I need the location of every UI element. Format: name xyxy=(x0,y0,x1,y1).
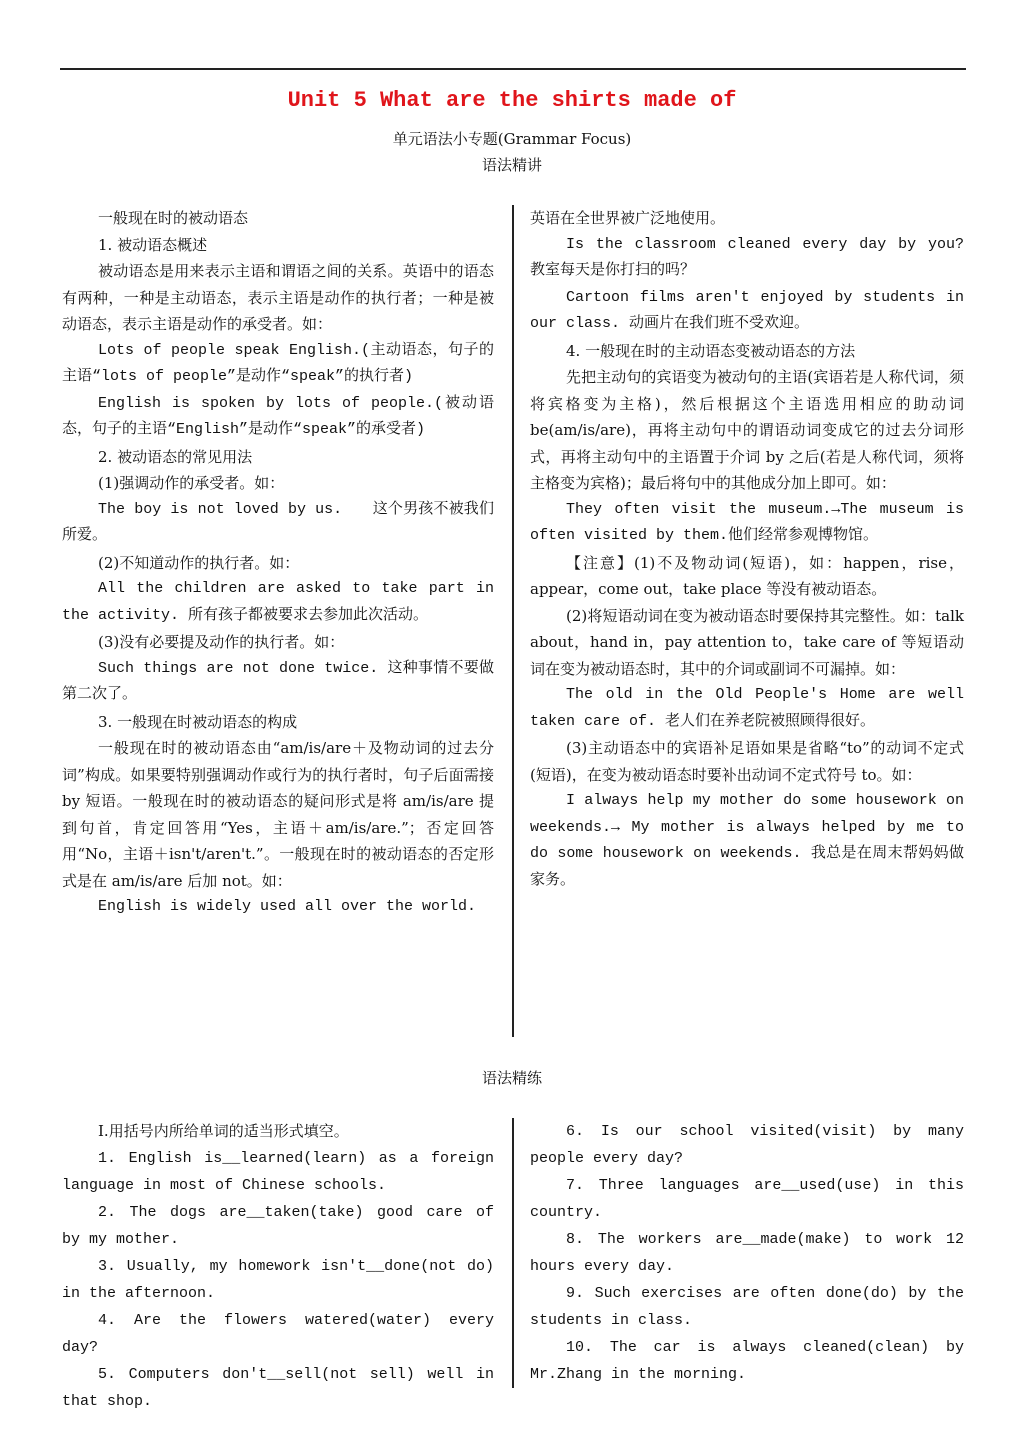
exercise-item: 5. Computers don't__sell(not sell) well in that shop. xyxy=(62,1366,494,1410)
page-title: Unit 5 What are the shirts made of xyxy=(287,88,737,113)
paragraph: (1)强调动作的承受者。如： xyxy=(98,474,285,492)
note-paragraph: 【注意】(1)不及物动词(短语)，如：happen，rise，appear，come out，take place 等没有被动语态。 xyxy=(530,553,964,598)
exercise-item: 4. Are the flowers watered(water) every day? xyxy=(62,1312,494,1356)
paragraph: 2. 被动语态的常见用法 xyxy=(98,447,253,466)
paragraph: 先把主动句的宾语变为被动句的主语(宾语若是人称代词，须将宾格变为主格)，然后根据这个主语选用相应的助动词 be(am/is/are)，再将主动句中的谓语动词变成它的过去分词形式，再将主动句中的主语置于介词 by 之后(若是人称代词，须将主格变为宾格)；最后将句中的其他成分加上即可。如： xyxy=(530,368,964,492)
exercise-column-divider xyxy=(512,1118,514,1388)
example-sentence: All the children are asked to take part in the activity. 所有孩子都被要求去参加此次活动。 xyxy=(62,580,494,624)
example-sentence: Lots of people speak English.(主动语态，句子的主语“lots of people”是动作“speak”的执行者) xyxy=(62,341,494,385)
paragraph: 一般现在时的被动语态 xyxy=(98,209,249,227)
paragraph: 被动语态是用来表示主语和谓语之间的关系。英语中的语态有两种，一种是主动语态，表示主语是动作的执行者；一种是被动语态，表示主语是动作的承受者。如： xyxy=(62,262,494,333)
exercise-item: 6. Is our school visited(visit) by many people every day? xyxy=(530,1123,964,1167)
example-sentence: I always help my mother do some housework on weekends.→ My mother is always helped by me to do some housework on weekends. 我总是在周末帮妈妈做家务。 xyxy=(530,792,964,889)
paragraph: (3)没有必要提及动作的执行者。如： xyxy=(98,633,345,651)
example-sentence: They often visit the museum.→The museum is often visited by them.他们经常参观博物馆。 xyxy=(530,500,964,544)
exercise-item: 9. Such exercises are often done(do) by the students in class. xyxy=(530,1285,964,1329)
exercise-item: 2. The dogs are__taken(take) good care of by my mother. xyxy=(62,1204,494,1248)
example-sentence: Such things are not done twice. 这种事情不要做第二次了。 xyxy=(62,659,494,703)
paragraph: (2)不知道动作的执行者。如： xyxy=(98,553,300,572)
paragraph: (2)将短语动词在变为被动语态时要保持其完整性。如：talk about，hand in，pay attention to，take care of 等短语动词在变为被动语态时，其中的介词或副词不可漏掉。如： xyxy=(530,606,964,678)
exercises-right-column xyxy=(530,1118,964,1388)
example-sentence: The old in the Old People's Home are well taken care of. 老人们在养老院被照顾得很好。 xyxy=(530,686,964,730)
column-divider xyxy=(512,205,514,1037)
exercise-instruction: Ⅰ.用括号内所给单词的适当形式填空。 xyxy=(98,1122,349,1140)
exercises-left-column xyxy=(62,1118,494,1415)
paragraph: 英语在全世界被广泛地使用。 xyxy=(530,209,726,227)
paragraph: 一般现在时的被动语态由“am/is/are＋及物动词的过去分词”构成。如果要特别强调动作或行为的执行者时，句子后面需接 by 短语。一般现在时的被动语态的疑问形式是将 am/is/are 提到句首，肯定回答用“Yes，主语＋am/is/are.”；否定回答用“No，主语＋isn't/aren't.”。一般现在时的被动语态的否定形式是在 am/is/are 后加 not。如： xyxy=(62,739,494,890)
exercise-item: 3. Usually, my homework isn't__done(not do) in the afternoon. xyxy=(62,1258,494,1302)
section-heading-grammar: 语法精讲 xyxy=(481,156,542,174)
paragraph: (3)主动语态中的宾语补足语如果是省略“to”的动词不定式(短语)，在变为被动语态时要补出动词不定式符号 to。如： xyxy=(530,739,964,784)
grammar-right-column xyxy=(530,205,964,894)
example-sentence: Is the classroom cleaned every day by you? 教室每天是你打扫的吗？ xyxy=(530,235,964,279)
exercise-item: 1. English is__learned(learn) as a foreign language in most of Chinese schools. xyxy=(62,1150,494,1194)
paragraph: 1. 被动语态概述 xyxy=(98,235,208,254)
example-sentence: Cartoon films aren't enjoyed by students in our class. 动画片在我们班不受欢迎。 xyxy=(530,288,964,332)
example-sentence: English is spoken by lots of people.(被动语态，句子的主语“English”是动作“speak”的承受者) xyxy=(62,394,494,438)
example-sentence: The boy is not loved by us. 这个男孩不被我们所爱。 xyxy=(62,500,494,544)
section-heading-practice: 语法精练 xyxy=(481,1069,542,1087)
exercise-item: 7. Three languages are__used(use) in this country. xyxy=(530,1177,964,1221)
top-rule xyxy=(60,68,966,70)
paragraph: 3. 一般现在时被动语态的构成 xyxy=(98,712,298,731)
paragraph: 4. 一般现在时的主动语态变被动语态的方法 xyxy=(566,341,856,360)
exercise-item: 8. The workers are__made(make) to work 12 hours every day. xyxy=(530,1231,964,1275)
page-subtitle: 单元语法小专题(Grammar Focus) xyxy=(392,130,632,148)
grammar-left-column xyxy=(62,205,494,921)
exercise-item: 10. The car is always cleaned(clean) by Mr.Zhang in the morning. xyxy=(530,1339,964,1383)
example-sentence: English is widely used all over the world. xyxy=(98,898,477,915)
